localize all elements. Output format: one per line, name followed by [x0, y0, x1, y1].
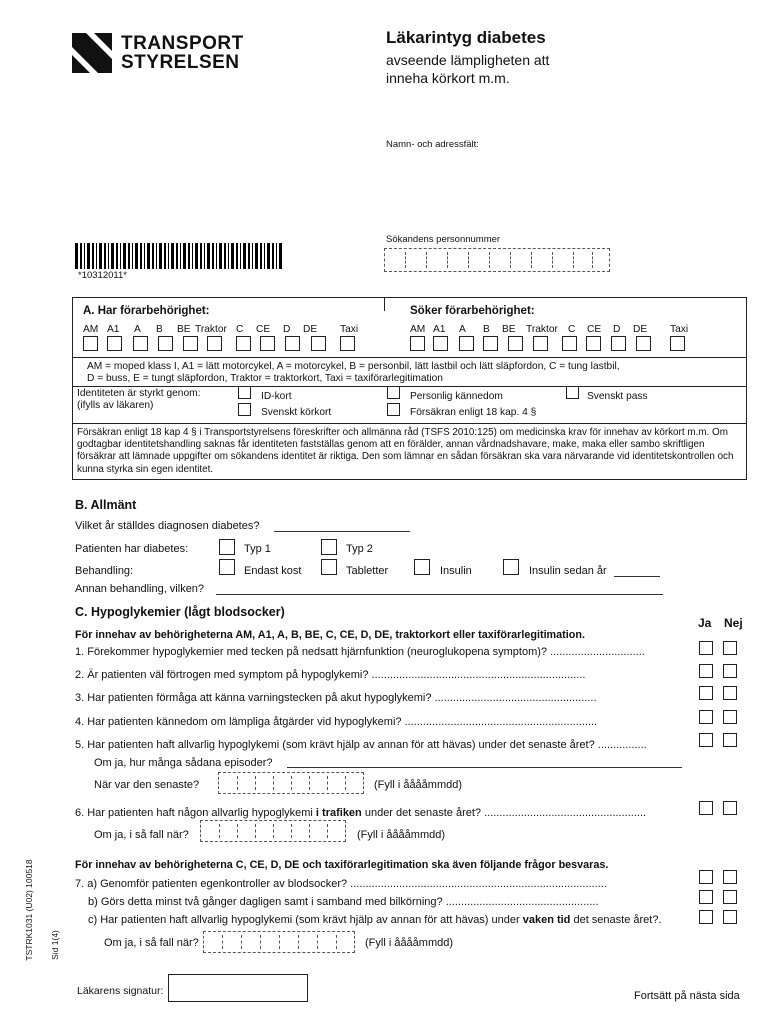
barcode-bar — [144, 243, 145, 269]
barcode-bar — [224, 243, 226, 269]
barcode-bar — [276, 243, 277, 269]
held-label-a: A — [134, 324, 141, 335]
q1-nej-checkbox[interactable] — [723, 641, 737, 655]
barcode-bar — [212, 243, 214, 269]
barcode-bar — [200, 243, 202, 269]
barcode-bar — [195, 243, 198, 269]
barcode-bar — [240, 243, 241, 269]
identity-label-2: (ifylls av läkaren) — [77, 400, 154, 411]
section-b-title: B. Allmänt — [75, 498, 137, 512]
question-6-emphasis: i trafiken — [315, 807, 362, 819]
barcode-bar — [135, 243, 138, 269]
type2-label: Typ 2 — [346, 543, 373, 555]
swedish-passport-checkbox[interactable] — [566, 386, 579, 399]
barcode-bar — [228, 243, 229, 269]
q7c-nej-checkbox[interactable] — [723, 910, 737, 924]
barcode-bar — [252, 243, 253, 269]
id-card-label: ID-kort — [261, 391, 292, 402]
q7b-nej-checkbox[interactable] — [723, 890, 737, 904]
diagnosis-year-label: Vilket år ställdes diagnosen diabetes? — [75, 520, 260, 532]
barcode-bar — [279, 243, 282, 269]
sought-label-a1: A1 — [433, 324, 446, 335]
barcode-bar — [96, 243, 97, 269]
barcode-bar — [192, 243, 193, 269]
insulin-since-field[interactable] — [614, 576, 660, 577]
question-6a-label: Om ja, i så fall när? — [94, 829, 189, 841]
held-label-c: C — [236, 324, 244, 335]
other-treatment-label: Annan behandling, vilken? — [75, 583, 205, 595]
barcode-bar — [207, 243, 210, 269]
question-6 — [75, 807, 646, 819]
signature-field[interactable] — [168, 974, 308, 1002]
sought-checkbox-de[interactable] — [636, 336, 651, 351]
barcode-bar — [87, 243, 90, 269]
swedish-license-checkbox[interactable] — [238, 403, 251, 416]
sought-checkbox-ce[interactable] — [586, 336, 601, 351]
question-1: 1. Förekommer hypoglykemier med tecken på nedsatt hjärnfunktion (neuroglukopena symptom)? ............................... — [75, 646, 645, 658]
barcode-image — [75, 243, 283, 269]
category-legend-line2: D = buss, E = tungt släpfordon, Traktor = traktorkort, Taxi = taxiförarlegitimation — [87, 373, 443, 384]
sought-label-de: DE — [633, 324, 648, 335]
held-checkbox-am[interactable] — [83, 336, 98, 351]
personnummer-input[interactable] — [384, 248, 610, 272]
barcode-bar — [176, 243, 178, 269]
q4-nej-checkbox[interactable] — [723, 710, 737, 724]
date-hint-3: (Fyll i ååååmmdd) — [365, 937, 454, 949]
question-2: 2. Är patienten väl förtrogen med symptom på hypoglykemi? ...................................................................... — [75, 669, 586, 681]
question-4: 4. Har patienten kännedom om lämpliga åtgärder vid hypoglykemi? ............................................................... — [75, 716, 598, 728]
personnummer-label: Sökandens personnummer — [386, 234, 501, 245]
barcode-text: *10312011* — [78, 270, 127, 281]
sought-checkbox-b[interactable] — [483, 336, 498, 351]
q5-nej-checkbox[interactable] — [723, 733, 737, 747]
barcode-bar — [236, 243, 238, 269]
held-checkbox-ce[interactable] — [260, 336, 275, 351]
question-6-text: 6. Har patienten haft någon allvarlig hypoglykemi — [75, 807, 316, 819]
held-checkbox-d[interactable] — [285, 336, 300, 351]
sought-label-c: C — [568, 324, 576, 335]
barcode-bar — [267, 243, 270, 269]
logo-mark-icon — [72, 33, 112, 73]
continue-note: Fortsätt på nästa sida — [634, 990, 740, 1002]
question-7a: 7. a) Genomför patienten egenkontroller av blodsocker? .................................................................................... — [75, 878, 607, 890]
barcode-bar — [147, 243, 150, 269]
sought-checkbox-c[interactable] — [562, 336, 577, 351]
question-7c — [88, 914, 662, 926]
held-checkbox-de[interactable] — [311, 336, 326, 351]
q6-nej-checkbox[interactable] — [723, 801, 737, 815]
type1-label: Typ 1 — [244, 543, 271, 555]
section-a-right-title: Söker förarbehörighet: — [410, 305, 535, 317]
barcode-bar — [156, 243, 157, 269]
barcode-bar — [99, 243, 102, 269]
held-checkbox-a1[interactable] — [107, 336, 122, 351]
insulin-since-label: Insulin sedan år — [529, 565, 607, 577]
barcode-bar — [104, 243, 106, 269]
held-label-d: D — [283, 324, 291, 335]
q3-ja-checkbox[interactable] — [699, 686, 713, 700]
date-hint-2: (Fyll i ååååmmdd) — [357, 829, 446, 841]
barcode-bar — [272, 243, 274, 269]
question-3: 3. Har patienten förmåga att känna varningstecken på akut hypoglykemi? ..................................................... — [75, 692, 597, 704]
q3-nej-checkbox[interactable] — [723, 686, 737, 700]
held-checkbox-c[interactable] — [236, 336, 251, 351]
q7c-ja-checkbox[interactable] — [699, 910, 713, 924]
diet-label: Endast kost — [244, 565, 302, 577]
nej-header: Nej — [724, 616, 743, 630]
sought-label-d: D — [613, 324, 621, 335]
barcode-bar — [204, 243, 205, 269]
sought-checkbox-a1[interactable] — [433, 336, 448, 351]
form-code: TSTRK1031 (U02) 100518 — [24, 859, 34, 961]
barcode-bar — [120, 243, 121, 269]
barcode-bar — [255, 243, 258, 269]
tablets-label: Tabletter — [346, 565, 389, 577]
insulin-checkbox[interactable] — [414, 559, 430, 575]
barcode-bar — [260, 243, 262, 269]
section-c-subtitle-2: För innehav av behörigheterna C, CE, D, DE och taxiförarlegitimation ska även följande frågor besvaras. — [75, 859, 609, 871]
identity-label-1: Identiteten är styrkt genom: — [77, 388, 201, 399]
held-label-am: AM — [83, 324, 99, 335]
barcode-bar — [123, 243, 126, 269]
barcode-bar — [108, 243, 109, 269]
question-7d-label: Om ja, i så fall när? — [104, 937, 199, 949]
held-checkbox-a[interactable] — [133, 336, 148, 351]
held-label-taxi: Taxi — [340, 324, 359, 335]
tablets-checkbox[interactable] — [321, 559, 337, 575]
page-subtitle-2: inneha körkort m.m. — [386, 70, 510, 86]
barcode-bar — [219, 243, 222, 269]
q7b-ja-checkbox[interactable] — [699, 890, 713, 904]
sought-label-ce: CE — [587, 324, 602, 335]
barcode-bar — [128, 243, 130, 269]
held-label-be: BE — [177, 324, 191, 335]
sought-checkbox-be[interactable] — [508, 336, 523, 351]
barcode-bar — [164, 243, 166, 269]
question-7b: b) Görs detta minst två gånger dagligen samt i samband med bilkörning? .................................................. — [88, 896, 599, 908]
section-c-title: C. Hypoglykemier (lågt blodsocker) — [75, 605, 285, 619]
diagnosis-year-field[interactable] — [274, 531, 410, 532]
held-label-b: B — [156, 324, 163, 335]
sought-label-traktor: Traktor — [526, 324, 558, 335]
sought-checkbox-d[interactable] — [611, 336, 626, 351]
held-label-traktor: Traktor — [195, 324, 227, 335]
diet-checkbox[interactable] — [219, 559, 235, 575]
swedish-passport-label: Svenskt pass — [587, 391, 648, 402]
traffic-date-input[interactable] — [200, 820, 346, 842]
insulin-label: Insulin — [440, 565, 472, 577]
held-checkbox-taxi[interactable] — [340, 336, 355, 351]
assurance-label: Försäkran enligt 18 kap. 4 § — [410, 407, 537, 418]
held-checkbox-b[interactable] — [158, 336, 173, 351]
q2-ja-checkbox[interactable] — [699, 664, 713, 678]
held-label-ce: CE — [256, 324, 271, 335]
page-subtitle-1: avseende lämpligheten att — [386, 52, 550, 68]
q4-ja-checkbox[interactable] — [699, 710, 713, 724]
ja-header: Ja — [698, 616, 712, 630]
sought-label-taxi: Taxi — [670, 324, 689, 335]
barcode-bar — [116, 243, 118, 269]
other-treatment-field[interactable] — [216, 594, 663, 595]
question-5a-label: Om ja, hur många sådana episoder? — [94, 757, 273, 769]
barcode-bar — [264, 243, 265, 269]
held-checkbox-be[interactable] — [183, 336, 198, 351]
page-number: Sid 1(4) — [49, 930, 60, 960]
barcode-bar — [92, 243, 94, 269]
barcode-bar — [152, 243, 154, 269]
q7a-nej-checkbox[interactable] — [723, 870, 737, 884]
category-legend-line1: AM = moped klass I, A1 = lätt motorcykel, A = motorcykel, B = personbil, lätt lastbil och lätt släpfordon, C = tung lastbil, — [87, 361, 620, 372]
logo-text-line2: STYRELSEN — [121, 52, 240, 73]
q7a-ja-checkbox[interactable] — [699, 870, 713, 884]
held-label-de: DE — [303, 324, 318, 335]
section-a-title: A. Har förarbehörighet: — [83, 305, 210, 317]
diabetes-type-label: Patienten har diabetes: — [75, 543, 189, 555]
assurance-checkbox[interactable] — [387, 403, 400, 416]
q5-ja-checkbox[interactable] — [699, 733, 713, 747]
barcode-bar — [231, 243, 234, 269]
q6-ja-checkbox[interactable] — [699, 801, 713, 815]
barcode-bar — [159, 243, 162, 269]
barcode-bar — [84, 243, 85, 269]
type2-checkbox[interactable] — [321, 539, 337, 555]
question-5b-label: När var den senaste? — [94, 779, 200, 791]
barcode-bar — [111, 243, 114, 269]
sought-label-am: AM — [410, 324, 426, 335]
personal-knowledge-label: Personlig kännedom — [410, 391, 503, 402]
question-7c-text: c) Har patienten haft allvarlig hypoglykemi (som krävt hjälp av annan för att hävas) under — [88, 914, 523, 926]
question-7c-emphasis: vaken tid — [522, 914, 571, 926]
barcode-bar — [140, 243, 142, 269]
insulin-since-checkbox[interactable] — [503, 559, 519, 575]
held-checkbox-traktor[interactable] — [207, 336, 222, 351]
sought-checkbox-a[interactable] — [459, 336, 474, 351]
barcode-bar — [168, 243, 169, 269]
treatment-label: Behandling: — [75, 565, 134, 577]
swedish-license-label: Svenskt körkort — [261, 407, 332, 418]
barcode-bar — [216, 243, 217, 269]
barcode-bar — [188, 243, 190, 269]
assurance-text: Försäkran enligt 18 kap 4 § i Transportstyrelsens föreskrifter och allmänna råd (TSFS 2010:125) om medicinska krav för innehav av körkort m.m. Om godtagbar identitetshandling saknas får identiteten fastställas genom att en förälder, annan vårdnadshavare, make, maka eller sambo skriftligen försäkrar att lämnade uppgifter om sökandens identitet är riktiga. Den som lämnar en sådan försäkran ska vara närvarande vid identitetskontrollen och kunna styrka sin egen identitet. — [77, 427, 734, 475]
barcode-bar — [132, 243, 133, 269]
q2-nej-checkbox[interactable] — [723, 664, 737, 678]
q1-ja-checkbox[interactable] — [699, 641, 713, 655]
barcode-bar — [75, 243, 78, 269]
awake-date-input[interactable] — [203, 931, 355, 953]
page-title: Läkarintyg diabetes — [386, 28, 546, 47]
episodes-field[interactable] — [287, 767, 682, 768]
barcode-bar — [180, 243, 181, 269]
section-c-subtitle-1: För innehav av behörigheterna AM, A1, A, B, BE, C, CE, D, DE, traktorkort eller taxiförarlegitimation. — [75, 629, 585, 641]
sought-checkbox-am[interactable] — [410, 336, 425, 351]
name-address-label: Namn- och adressfält: — [386, 139, 479, 150]
id-card-checkbox[interactable] — [238, 386, 251, 399]
type1-checkbox[interactable] — [219, 539, 235, 555]
sought-label-b: B — [483, 324, 490, 335]
sought-label-be: BE — [502, 324, 516, 335]
sought-checkbox-taxi[interactable] — [670, 336, 685, 351]
barcode-bar — [171, 243, 174, 269]
barcode-bar — [183, 243, 186, 269]
signature-label: Läkarens signatur: — [77, 985, 164, 997]
date-hint-1: (Fyll i ååååmmdd) — [374, 779, 463, 791]
barcode-bar — [248, 243, 250, 269]
sought-label-a: A — [459, 324, 466, 335]
latest-date-input[interactable] — [218, 772, 364, 794]
sought-checkbox-traktor[interactable] — [533, 336, 548, 351]
barcode-bar — [243, 243, 246, 269]
held-label-a1: A1 — [107, 324, 120, 335]
barcode-bar — [80, 243, 82, 269]
personal-knowledge-checkbox[interactable] — [387, 386, 400, 399]
question-5: 5. Har patienten haft allvarlig hypoglykemi (som krävt hjälp av annan för att hävas) under det senaste året? ................ — [75, 739, 647, 751]
logo-text-line1: TRANSPORT — [121, 33, 244, 54]
question-7c-text-end: det senaste året?. — [570, 914, 662, 926]
question-6-text-end: under det senaste året? ..................................................... — [361, 807, 647, 819]
